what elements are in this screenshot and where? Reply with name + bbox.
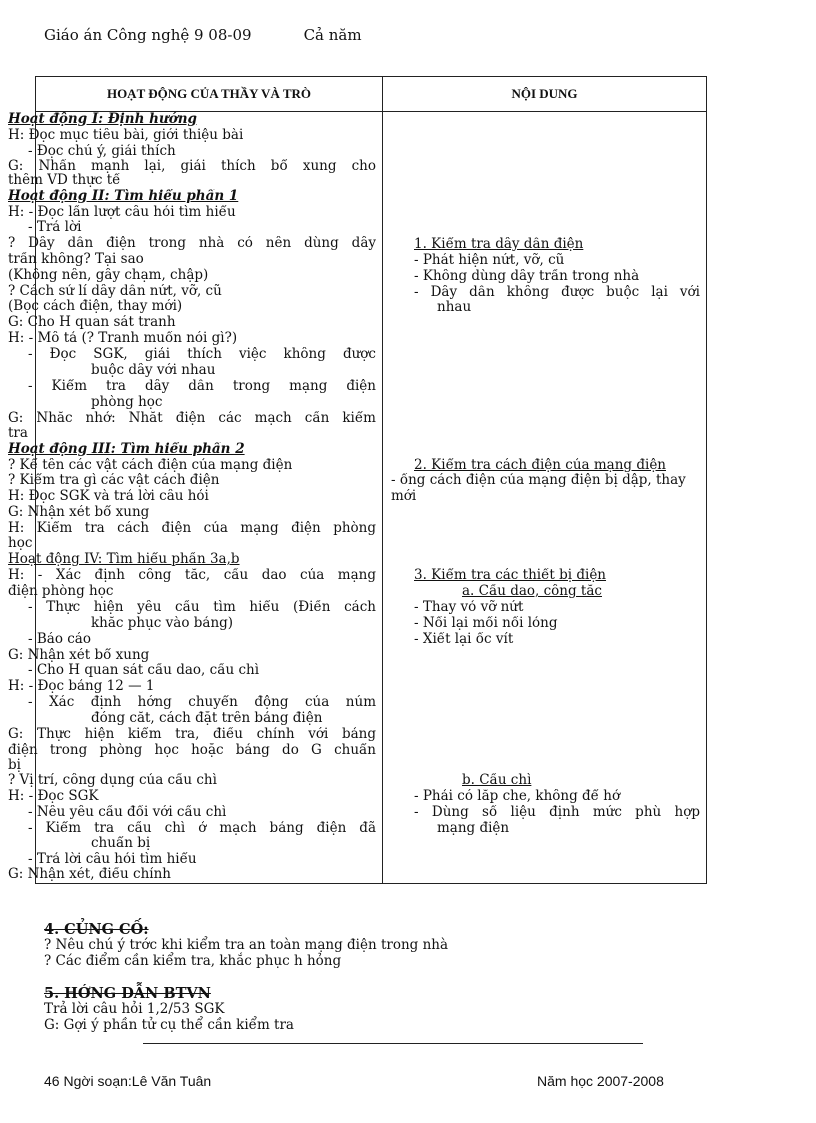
activity-line: phòng học xyxy=(91,395,163,410)
content-line: nhau xyxy=(437,300,472,315)
activity-line: ? Kể tên các vật cách điện của mạng điện xyxy=(8,458,293,473)
activity-line: chuẩn bị xyxy=(91,836,151,851)
activity-line: (Bọc cách điện, thay mới) xyxy=(8,299,183,314)
activity-line: - Xác định hớng chuyển động của núm xyxy=(28,695,376,710)
column-heading-content: NỘI DUNG xyxy=(383,77,707,112)
activity-line: Hoạt động III: Tìm hiểu phần 2 xyxy=(8,442,245,457)
activity-line: tra xyxy=(8,426,28,441)
activity-line: - Kiểm tra dây dẫn trong mạng điện xyxy=(28,379,376,394)
content-line: - Nối lại mối nối lỏng xyxy=(414,616,558,631)
content-line: - Xiết lại ốc vít xyxy=(414,632,514,647)
section-4-line: ? Các điểm cần kiểm tra, khắc phục h hỏng xyxy=(44,952,342,969)
content-line: 3. Kiểm tra các thiết bị điện xyxy=(414,568,607,583)
activity-line: điện phòng học xyxy=(8,584,114,599)
activity-line: buộc dây với nhau xyxy=(91,363,216,378)
content-line: mới xyxy=(391,489,417,504)
activity-line: khắc phục vào bảng) xyxy=(91,616,234,631)
activity-line: Hoạt động I: Định hướng xyxy=(8,112,197,127)
activity-line: Hoạt động II: Tìm hiểu phần 1 xyxy=(8,189,239,204)
lesson-table xyxy=(8,76,707,884)
activity-line: G: Nhận xét, điều chỉnh xyxy=(8,867,171,882)
activity-line: H: - Đọc bảng 12 — 1 xyxy=(8,679,155,694)
activity-line: G: Thực hiện kiểm tra, điều chỉnh với bảng xyxy=(8,727,376,742)
activity-line: đóng cắt, cách đặt trên bảng điện xyxy=(91,711,323,726)
section-4-heading: 4. CỦNG CỐ: xyxy=(44,921,149,938)
section-4-line: ? Nêu chú ý trớc khi kiểm tra an toàn mạng điện trong nhà xyxy=(44,937,449,953)
content-line: 1. Kiểm tra dây dẫn điện xyxy=(414,237,584,252)
section-5-line: G: Gợi ý phần tử cụ thể cần kiểm tra xyxy=(44,1016,294,1033)
activity-line: H: Đọc mục tiêu bài, giới thiệu bài xyxy=(8,128,244,143)
content-line: - Phải có lắp che, không để hở xyxy=(414,789,621,804)
content-cell xyxy=(383,112,706,883)
activity-line: trần không? Tại sao xyxy=(8,252,144,267)
content-line: a. Cầu dao, công tắc xyxy=(462,584,602,599)
activity-line: G: Nhận xét bổ xung xyxy=(8,648,150,663)
content-line: 2. Kiểm tra cách điện của mạng điện xyxy=(414,458,666,473)
activity-line: G: Nhận xét bổ xung xyxy=(8,505,150,520)
activity-line: H: - Xác định công tắc, cầu dao của mạng xyxy=(8,568,376,583)
activity-line: G: Cho H quan sát tranh xyxy=(8,315,176,330)
activity-line: (Không nên, gây chạm, chập) xyxy=(8,268,209,283)
activity-line: H: Đọc SGK và trả lời câu hỏi xyxy=(8,489,209,504)
activity-line: H: - Mô tả (? Tranh muốn nói gì?) xyxy=(8,331,238,346)
activity-line: thêm VD thực tế xyxy=(8,173,121,188)
content-line: b. Cầu chì xyxy=(462,773,532,788)
activity-line: - Thực hiện yêu cầu tìm hiểu (Điền cách xyxy=(28,600,376,615)
content-line: - Dây dẫn không được buộc lại với xyxy=(414,285,700,300)
footer-author: 46 Ngời soạn:Lê Văn Tuân xyxy=(44,1073,212,1089)
activity-line: - Trả lời câu hỏi tìm hiểu xyxy=(28,852,197,867)
section-5-line: Trả lời câu hỏi 1,2/53 SGK xyxy=(44,1001,225,1017)
activity-line: ? Cách sử lí dây dẫn nứt, vỡ, cũ xyxy=(8,284,222,299)
activity-line: - Kiểm tra cầu chì ở mạch bảng điện đã xyxy=(28,821,376,836)
content-line: - Thay vỏ vỡ nứt xyxy=(414,600,524,615)
after-table-notes xyxy=(44,922,776,1033)
activity-line: ? Dây dẫn điện trong nhà có nên dùng dây xyxy=(8,236,376,251)
activity-line: G: Nhắc nhở: Nhắt điện các mạch cần kiểm xyxy=(8,411,376,426)
activity-line: H: - Đọc lần lượt câu hỏi tìm hiểu xyxy=(8,205,236,220)
footer-divider xyxy=(143,1043,643,1044)
content-line: - Phát hiện nứt, vỡ, cũ xyxy=(414,253,565,268)
activity-line: - Cho H quan sát cầu dao, cầu chì xyxy=(28,663,260,678)
page-header xyxy=(44,26,362,44)
activity-line: H: Kiểm tra cách điện của mạng điện phòng xyxy=(8,521,376,536)
content-line: - ống cách điện của mạng điện bị dập, thay xyxy=(391,473,686,488)
content-line: - Dùng số liệu định mức phù hợp xyxy=(414,805,700,820)
content-line: mạng điện xyxy=(437,821,510,836)
activity-line: - Đọc SGK, giải thích việc không được xyxy=(28,347,376,362)
activity-line: bị xyxy=(8,758,21,773)
activity-line: điện trong phòng học hoặc bảng do G chuẩn xyxy=(8,743,376,758)
activity-line: G: Nhấn mạnh lại, giải thích bổ xung cho xyxy=(8,159,376,174)
activity-line: H: - Đọc SGK xyxy=(8,789,99,804)
column-heading-activities: HOẠT ĐỘNG CỦA THẦY VÀ TRÒ xyxy=(36,77,383,112)
footer-school-year: Năm học 2007-2008 xyxy=(537,1073,664,1089)
activity-line: ? Vị trí, công dụng của cầu chì xyxy=(8,773,217,788)
header-period: Cả năm xyxy=(303,26,362,44)
activity-line: - Nêu yêu cầu đối với cầu chì xyxy=(28,805,227,820)
activity-line: Hoạt động IV: Tìm hiểu phần 3a,b xyxy=(8,552,240,567)
activity-line: học xyxy=(8,536,33,551)
content-line: - Không dùng dây trần trong nhà xyxy=(414,269,640,284)
header-title: Giáo án Công nghệ 9 08-09 xyxy=(44,26,252,44)
activity-line: - Báo cáo xyxy=(28,632,91,647)
activity-line: - Trả lời xyxy=(28,220,82,235)
activity-line: - Đọc chú ý, giải thích xyxy=(28,144,176,159)
activities-cell xyxy=(8,112,382,883)
section-5-heading: 5. HỚNG DẪN BTVN xyxy=(44,985,211,1002)
activity-line: ? Kiểm tra gì các vật cách điện xyxy=(8,473,220,488)
